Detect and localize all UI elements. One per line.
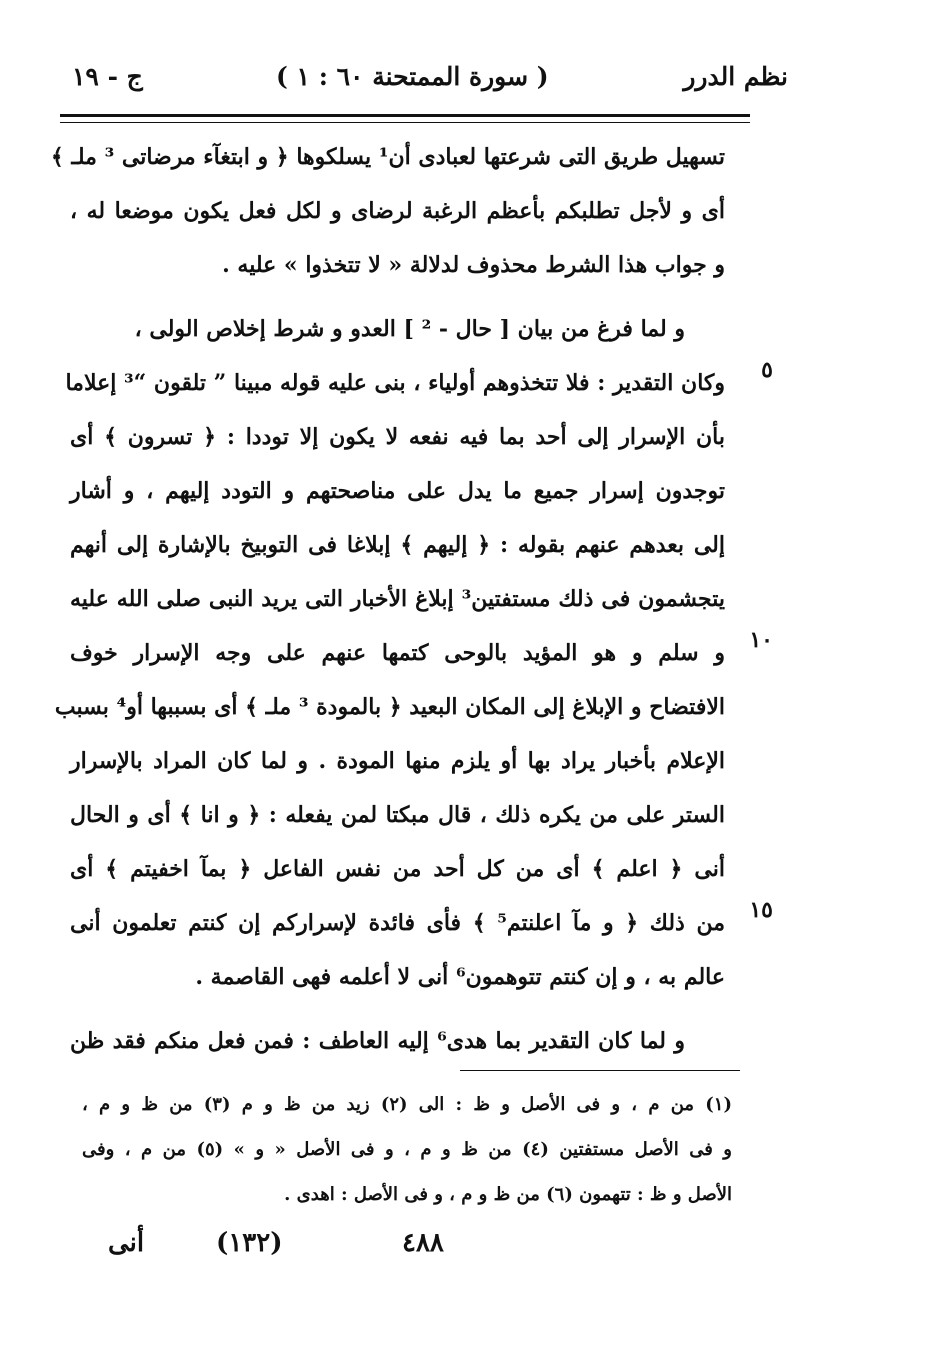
line-number-15: ١٥ bbox=[749, 897, 773, 923]
footnote-line: الأصل و ظ : تتهمون (٦) من ظ و م ، و فى الأصل : اهدى . bbox=[284, 1184, 732, 1205]
header-rule-thick bbox=[60, 114, 750, 117]
page-number: ٤٨٨ bbox=[402, 1228, 444, 1258]
footnote-line: و فى الأصل مستفتين (٤) من ظ و م ، و فى الأصل « و » (٥) من م ، وفى bbox=[82, 1139, 733, 1160]
text-line: أنى ﴿ اعلم ﴾ أى من كل أحد من نفس الفاعل ﴿ بمآ اخفيتم ﴾ أى bbox=[70, 856, 725, 882]
text-line: تسهيل طريق التى شرعتها لعبادى أن¹ يسلكوها ﴿ و ابتغآء مرضاتى ³ ملـ ﴾ bbox=[50, 144, 725, 170]
text-line: إلى بعدهم عنهم بقوله : ﴿ إليهم ﴾ إبلاغا فى التوبيخ بالإشارة إلى أنهم bbox=[70, 532, 725, 558]
text-line: من ذلك ﴿ و مآ اعلنتم⁵ ﴾ فأى فائدة لإسراركم إن كنتم تعلمون أنى bbox=[70, 910, 726, 936]
text-line: توجدون إسرار جميع ما يدل على مناصحتهم و التودد إليهم ، و أشار bbox=[70, 478, 725, 504]
volume-page-number: (١٣٢) bbox=[216, 1228, 283, 1258]
text-line: الستر على من يكره ذلك ، قال مبكتا لمن يفعله : ﴿ و انا ﴾ أى و الحال bbox=[70, 802, 725, 828]
text-line: و سلم و هو المؤيد بالوحى كتمها عنهم على وجه الإسرار خوف bbox=[70, 640, 725, 666]
text-line: الإعلام بأخبار يراد بها أو يلزم منها المودة . و لما كان المراد بالإسرار bbox=[70, 748, 725, 774]
text-line: بأن الإسرار إلى أحد بما فيه نفعه لا يكون إلا توددا : ﴿ تسرون ﴾ أى bbox=[70, 424, 725, 450]
footnotes bbox=[82, 1082, 732, 1217]
footnote-line: (١) من م ، و فى الأصل و ظ : الى (٢) زيد من ظ و م (٣) من ظ و م ، bbox=[82, 1094, 732, 1115]
text-line: يتجشمون فى ذلك مستفتين³ إبلاغ الأخبار التى يريد النبى صلى الله عليه bbox=[70, 586, 725, 612]
main-text bbox=[50, 130, 726, 1068]
text-line: عالم به ، و إن كنتم تتوهمون⁶ أنى لا أعلمه فهى القاصمة . bbox=[195, 964, 725, 990]
text-line: الافتضاح و الإبلاغ إلى المكان البعيد ﴿ بالمودة ³ ملـ ﴾ أى بسببها أو⁴ بسبب bbox=[54, 694, 725, 720]
catchword: أنى bbox=[108, 1228, 145, 1258]
text-line: و لما كان التقدير بما هدى⁶ إليه العاطف : فمن فعل منكم فقد ظن bbox=[70, 1028, 685, 1054]
line-number-10: ١٠ bbox=[749, 627, 773, 653]
text-line: أى و لأجل تطلبكم بأعظم الرغبة لرضاى و لكل فعل يكون موضعا له ، bbox=[70, 198, 725, 224]
text-line: وكان التقدير : فلا تتخذوهم أولياء ، بنى عليه قوله مبينا ” تلقون “³ إعلاما bbox=[65, 370, 725, 396]
text-line: و لما فرغ من بيان [ حال - ² ] العدو و شرط إخلاص الولى ، bbox=[134, 316, 685, 342]
footnote-rule bbox=[460, 1070, 740, 1071]
line-number-5: ٥ bbox=[761, 357, 773, 383]
surah-reference: ( سورة الممتحنة ٦٠ : ١ ) bbox=[276, 62, 549, 91]
text-line: و جواب هذا الشرط محذوف لدلالة « لا تتخذوا » عليه . bbox=[222, 252, 725, 278]
header-rule-thin bbox=[60, 122, 750, 123]
volume-number: ج - ١٩ bbox=[72, 62, 143, 91]
book-title: نظم الدرر bbox=[683, 62, 788, 91]
